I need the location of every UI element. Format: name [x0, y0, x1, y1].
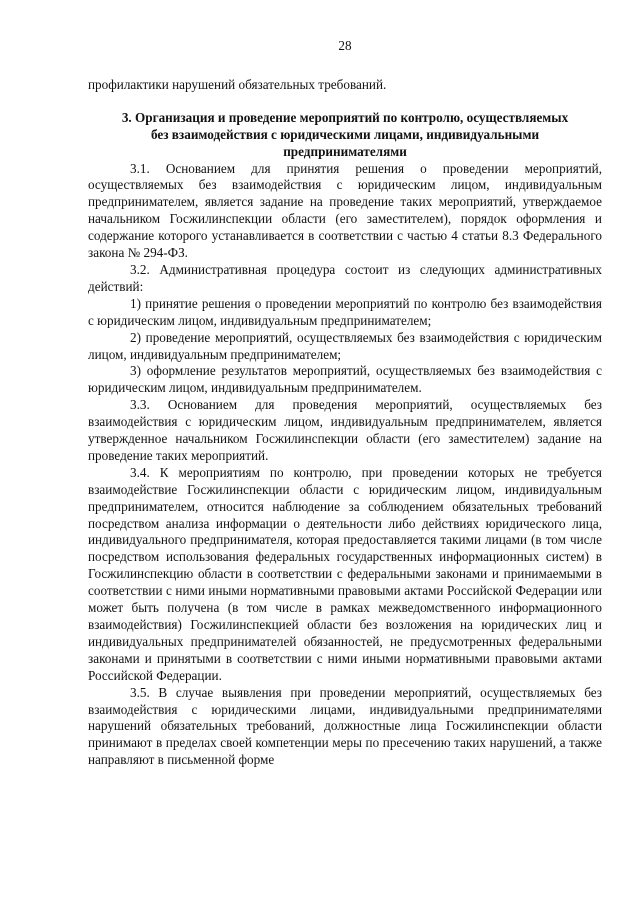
section-body	[88, 161, 602, 770]
paragraph-3-1: 3.1. Основанием для принятия решения о проведении мероприятий, осуществляемых без взаимодействия с юридическим лицом, индивидуальным предпринимателем, является задание на проведение таких мероприятий, утверждаемое начальником Госжилинспекции области (его заместителем), порядок оформления и содержание которого устанавливается в соответствии с частью 4 статьи 8.3 Федерального закона № 294-ФЗ.	[88, 160, 602, 261]
list-item-3: 3) оформление результатов мероприятий, осуществляемых без взаимодействия с юридическим лицом, индивидуальным предпринимателем.	[88, 363, 602, 396]
list-item-2: 2) проведение мероприятий, осуществляемых без взаимодействия с юридическим лицом, индивидуальным предпринимателем;	[88, 329, 602, 362]
section-heading	[88, 110, 602, 161]
intro-line: профилактики нарушений обязательных требований.	[88, 76, 387, 92]
paragraph-3-3: 3.3. Основанием для проведения мероприятий, осуществляемых без взаимодействия с юридическим лицом, индивидуальным предпринимателем, является утвержденное начальником Госжилинспекции области (его заместителем) задание на проведение таких мероприятий.	[88, 397, 602, 463]
page-number: 28	[338, 38, 352, 53]
list-item-1: 1) принятие решения о проведении мероприятий по контролю без взаимодействия с юридическим лицом, индивидуальным предпринимателем;	[88, 295, 602, 328]
paragraph-3-4: 3.4. К мероприятиям по контролю, при проведении которых не требуется взаимодействие Госжилинспекции области с юридическим лицом, индивидуальным предпринимателем, относится наблюдение за соблюдением обязательных требований посредством анализа информации о деятельности либо действиях юридического лица, индивидуального предпринимателя, которая предоставляется такими лицами (в том числе посредством использования федеральных государственных информационных систем) в Госжилинспекцию области в соответствии с федеральными законами и принимаемыми в соответствии с ними иными нормативными правовыми актами Российской Федерации или может быть получена (в том числе в рамках межведомственного информационного взаимодействия) Госжилинспекцией области без возложения на юридических лиц и индивидуальных предпринимателей обязанностей, не предусмотренных федеральными законами и принятыми в соответствии с ними иными нормативными правовыми актами Российской Федерации.	[88, 464, 602, 683]
paragraph-3-2: 3.2. Административная процедура состоит из следующих административных действий:	[88, 261, 602, 294]
section-heading-line: предпринимателями	[283, 143, 407, 159]
paragraph-3-5: 3.5. В случае выявления при проведении мероприятий, осуществляемых без взаимодействия с юридическими лицами, индивидуальными предпринимателями нарушений обязательных требований, должностные лица Госжилинспекции области принимают в пределах своей компетенции меры по пресечению таких нарушений, а также направляют в письменной форме	[88, 684, 602, 768]
section-heading-line: без взаимодействия с юридическими лицами, индивидуальными	[150, 126, 540, 142]
section-heading-line: 3. Организация и проведение мероприятий по контролю, осуществляемых	[121, 109, 569, 125]
